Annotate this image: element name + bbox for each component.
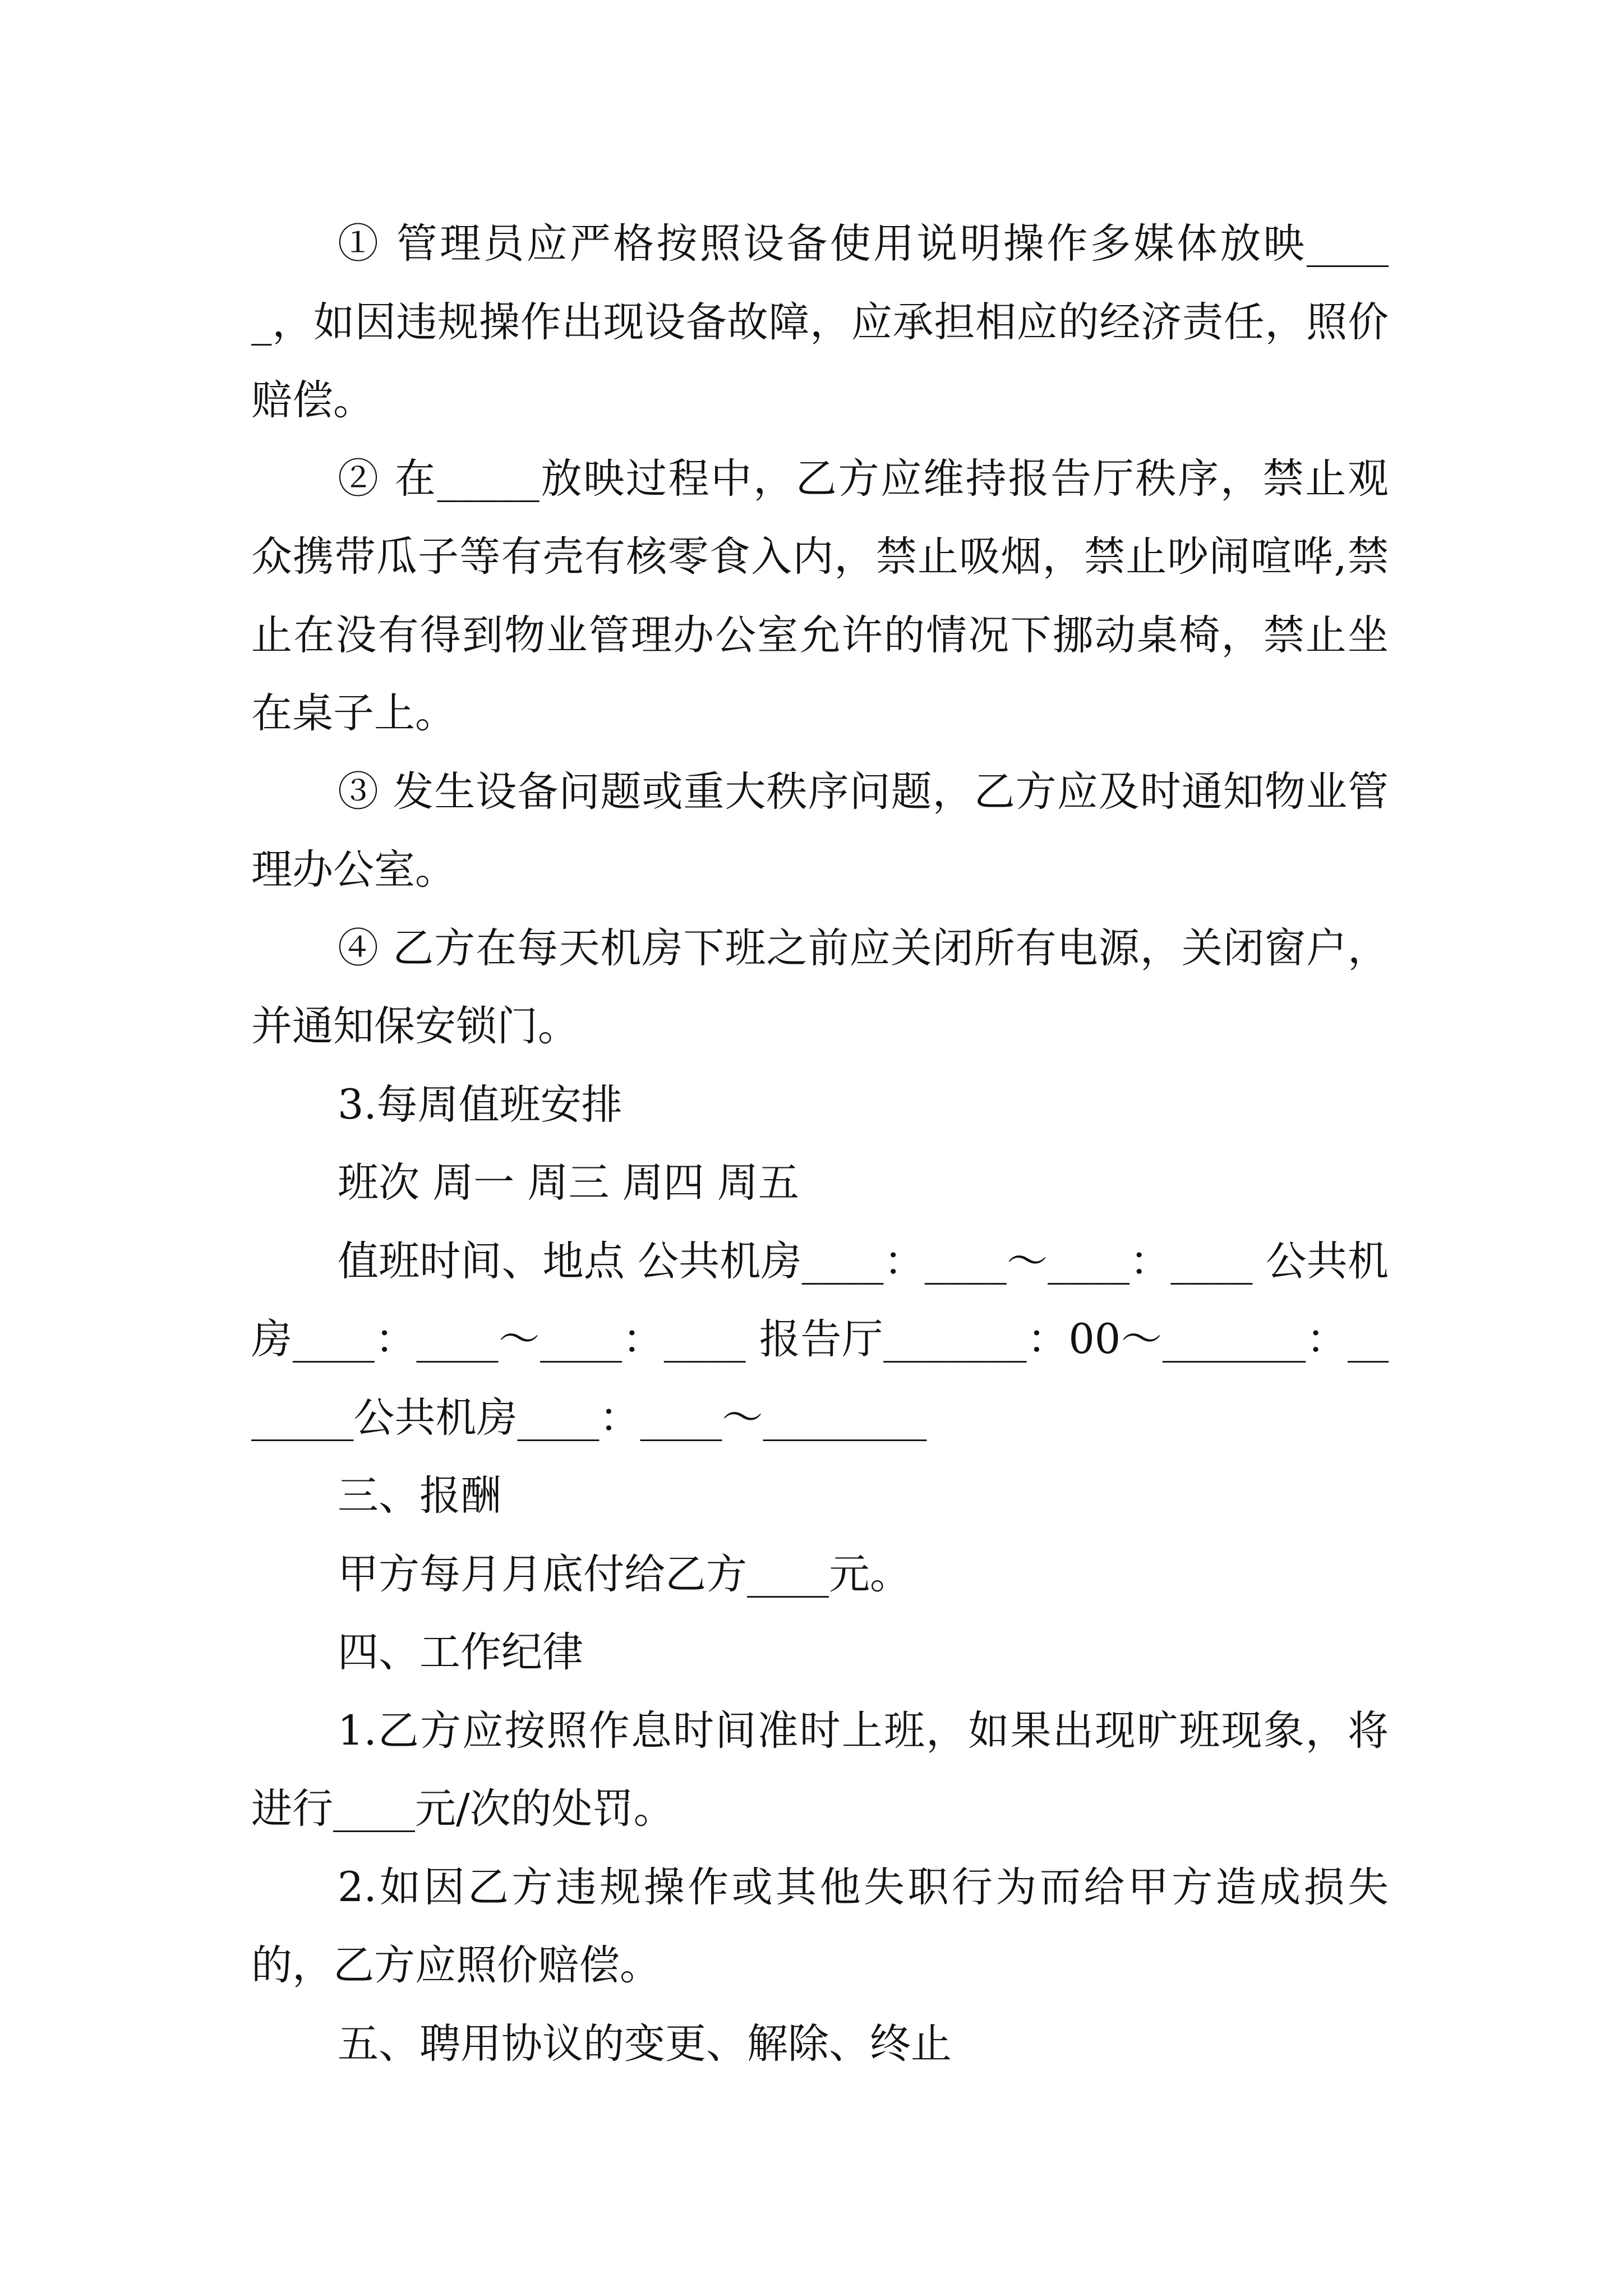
paragraph-discipline-2: 2.如因乙方违规操作或其他失职行为而给甲方造成损失的，乙方应照价赔偿。 — [251, 1863, 1389, 1989]
section-heading-schedule: 3.每周值班安排 — [338, 1080, 623, 1129]
paragraph-item-3: ③ 发生设备问题或重大秩序问题，乙方应及时通知物业管理办公室。 — [251, 767, 1389, 894]
paragraph-item-1: ① 管理员应严格按照设备使用说明操作多媒体放映_____，如因违规操作出现设备故障，应承担相应的经济责任，照价赔偿。 — [251, 220, 1389, 424]
section-heading-termination: 五、聘用协议的变更、解除、终止 — [338, 2019, 952, 2068]
paragraph-pay: 甲方每月月底付给乙方____元。 — [338, 1550, 911, 1598]
schedule-header-row: 班次 周一 周三 周四 周五 — [338, 1159, 799, 1207]
paragraph-item-2: ② 在_____放映过程中，乙方应维持报告厅秩序，禁止观众携带瓜子等有壳有核零食入内，禁止吸烟，禁止吵闹喧哗,禁止在没有得到物业管理办公室允许的情况下挪动桌椅，禁止坐在桌子上。 — [251, 454, 1389, 737]
paragraph-discipline-1: 1.乙方应按照作息时间准时上班，如果出现旷班现象，将进行____元/次的处罚。 — [251, 1706, 1389, 1833]
paragraph-item-4: ④ 乙方在每天机房下班之前应关闭所有电源，关闭窗户，并通知保安锁门。 — [251, 924, 1389, 1050]
document-page — [251, 205, 1389, 2083]
section-heading-pay: 三、报酬 — [338, 1472, 501, 1520]
schedule-times-row: 值班时间、地点 公共机房____：____～____：____ 公共机房____：____～____：____ 报告厅_______：00～_______：_______公共机房____：____～________ — [251, 1237, 1389, 1442]
section-heading-discipline: 四、工作纪律 — [338, 1628, 583, 1676]
